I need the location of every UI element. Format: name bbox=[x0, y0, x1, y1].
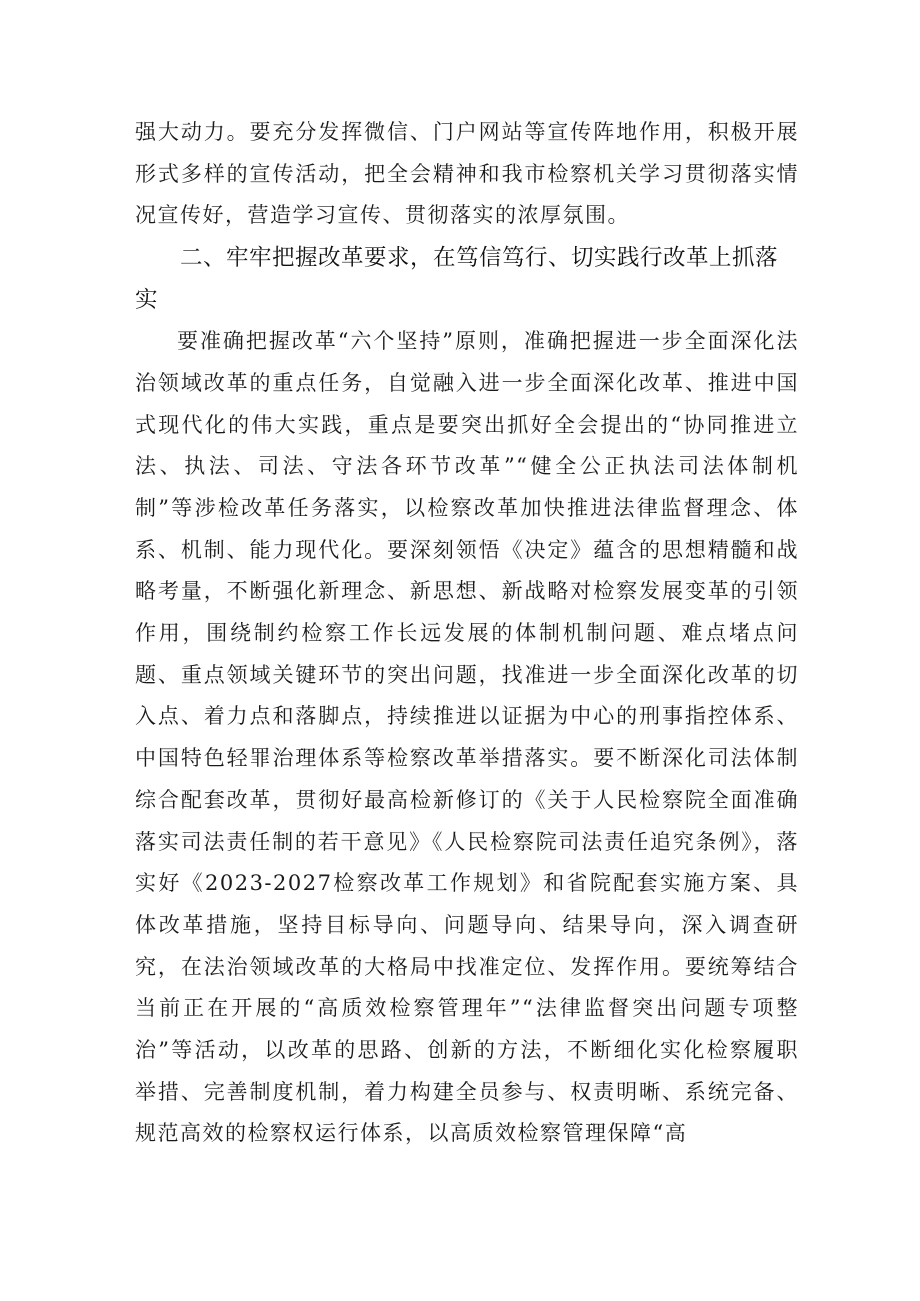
paragraph-main: 要准确把握改革“六个坚持”原则，准确把握进一步全面深化法治领域改革的重点任务，自觉融入进一步全面深化改革、推进中国式现代化的伟大实践，重点是要突出抓好全会提出的“协同推进立法、执法、司法、守法各环节改革”“健全公正执法司法体制机制”等涉检改革任务落实，以检察改革加快推进法律监督理念、体系、机制、能力现代化。要深刻领悟《决定》蕴含的思想精髓和战略考量，不断强化新理念、新思想、新战略对检察发展变革的引领作用，围绕制约检察工作长远发展的体制机制问题、难点堵点问题、重点领域关键环节的突出问题，找准进一步全面深化改革的切入点、着力点和落脚点，持续推进以证据为中心的刑事指控体系、中国特色轻罪治理体系等检察改革举措落实。要不断深化司法体制综合配套改革，贯彻好最高检新修订的《关于人民检察院全面准确落实司法责任制的若干意见》《人民检察院司法责任追究条例》，落实好《2023-2027检察改革工作规划》和省院配套实施方案、具体改革措施，坚持目标导向、问题导向、结果导向，深入调查研究，在法治领域改革的大格局中找准定位、发挥作用。要统筹结合当前正在开展的“高质效检察管理年”“法律监督突出问题专项整治”等活动，以改革的思路、创新的方法，不断细化实化检察履职举措、完善制度机制，着力构建全员参与、权责明晰、系统完备、规范高效的检察权运行体系，以高质效检察管理保障“高 bbox=[135, 329, 799, 1146]
section-heading: 二、牢牢把握改革要求，在笃信笃行、切实践行改革上抓落实 bbox=[135, 245, 779, 314]
paragraph-continuation: 强大动力。要充分发挥微信、门户网站等宣传阵地作用，积极开展形式多样的宣传活动，把全会精神和我市检察机关学习贯彻落实情况宣传好，营造学习宣传、贯彻落实的浓厚氛围。 bbox=[135, 120, 799, 228]
document-body bbox=[135, 112, 799, 1155]
